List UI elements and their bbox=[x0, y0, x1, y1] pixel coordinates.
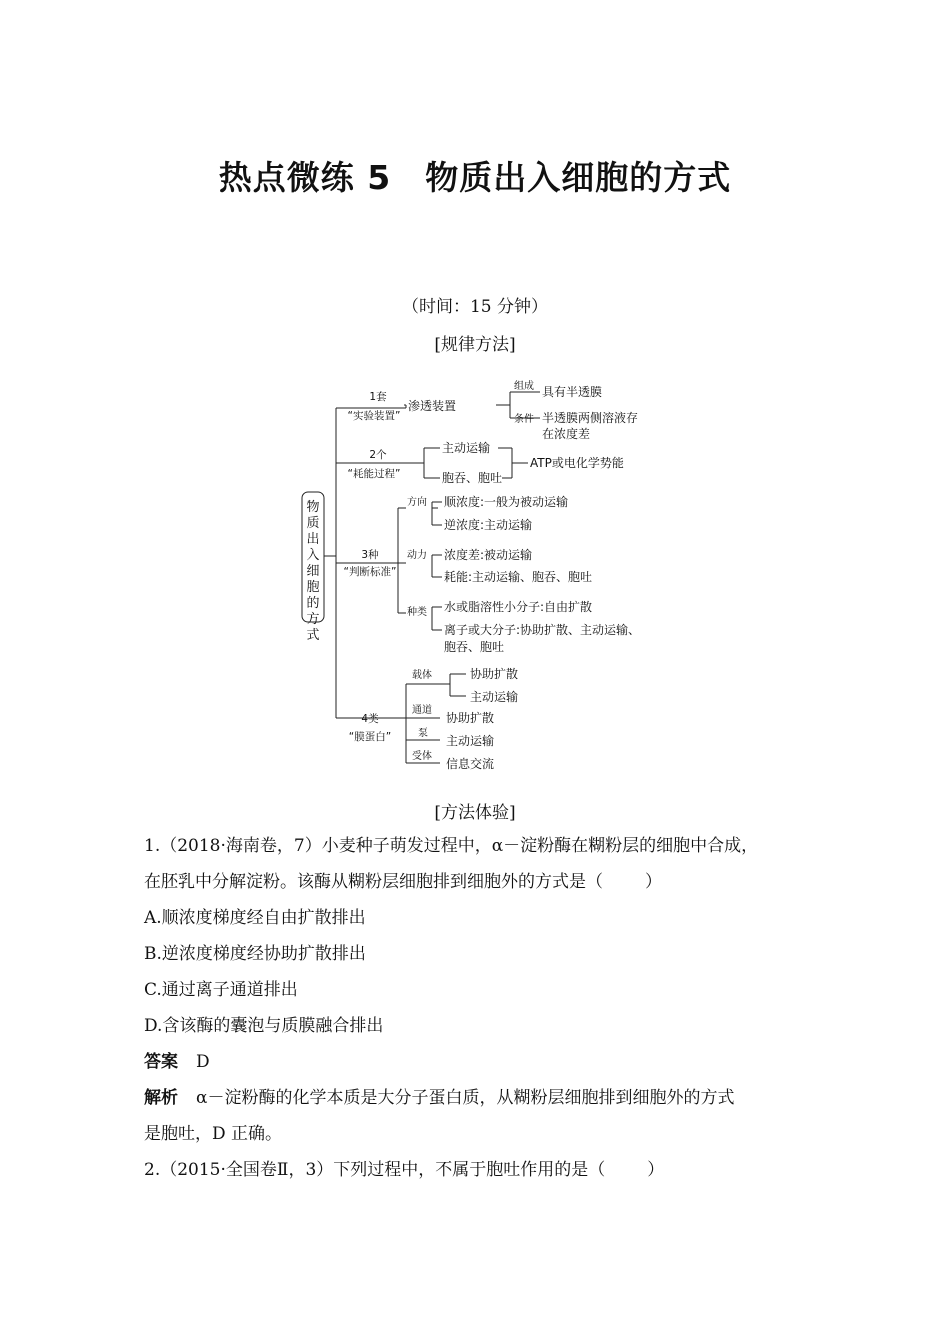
b4-leaf1a: 协助扩散 bbox=[470, 667, 519, 681]
page-title bbox=[0, 152, 950, 199]
b4-leaf4: 信息交流 bbox=[446, 757, 495, 771]
b3-tag1: 方向 bbox=[407, 497, 427, 508]
b1-leaf2b: 在浓度差 bbox=[542, 427, 591, 441]
b3-leaf3a: 水或脂溶性小分子:自由扩散 bbox=[444, 600, 593, 614]
b2-name: “耗能过程” bbox=[347, 468, 401, 480]
q1-stem-line1: 1.（2018·海南卷，7）小麦种子萌发过程中，α－淀粉酶在糊粉层的细胞中合成， bbox=[144, 836, 759, 856]
b1-leaf1: 具有半透膜 bbox=[542, 385, 603, 399]
b4-leaf3: 主动运输 bbox=[446, 734, 495, 748]
section-practice-heading: [方法体验] bbox=[434, 803, 516, 823]
b4-name: “膜蛋白” bbox=[348, 731, 392, 743]
b4-tag4: 受体 bbox=[412, 751, 432, 762]
root-char-7: 的 bbox=[306, 596, 320, 611]
b3-leaf3c: 胞吞、胞吐 bbox=[444, 640, 505, 654]
root-char-9: 式 bbox=[306, 628, 320, 643]
b1-tag1: 组成 bbox=[514, 381, 534, 392]
root-char-6: 胞 bbox=[306, 580, 320, 595]
q1-analysis-line1: 解析 α－淀粉酶的化学本质是大分子蛋白质，从糊粉层细胞排到细胞外的方式 bbox=[144, 1088, 735, 1108]
concept-map bbox=[290, 378, 670, 778]
b1-leaf2a: 半透膜两侧溶液存 bbox=[542, 411, 639, 425]
b3-leaf2b: 耗能:主动运输、胞吞、胞吐 bbox=[444, 570, 593, 584]
question-1 bbox=[144, 828, 834, 1188]
b2-leaf1: 主动运输 bbox=[442, 441, 491, 455]
b4-tag1: 载体 bbox=[412, 670, 432, 681]
b2-leaf2: 胞吞、胞吐 bbox=[442, 471, 503, 485]
section-rules-heading: [规律方法] bbox=[434, 335, 516, 355]
root-char-3: 出 bbox=[306, 532, 320, 547]
q1-analysis-line2: 是胞吐，D 正确。 bbox=[144, 1124, 283, 1144]
title-main: 物质出入细胞的方式 bbox=[425, 158, 732, 197]
b1-tag2: 条件 bbox=[514, 414, 534, 425]
b3-leaf1b: 逆浓度:主动运输 bbox=[444, 518, 533, 532]
b3-count: 3种 bbox=[361, 549, 379, 561]
q1-stem-line2: 在胚乳中分解淀粉。该酶从糊粉层细胞排到细胞外的方式是（ ） bbox=[144, 872, 662, 892]
time-note: （时间：15 分钟） bbox=[401, 297, 549, 317]
b3-leaf3b: 离子或大分子:协助扩散、主动运输、 bbox=[444, 623, 641, 637]
q1-option-a: A.顺浓度梯度经自由扩散排出 bbox=[144, 908, 366, 928]
b4-tag3: 泵 bbox=[418, 728, 428, 739]
b3-leaf1a: 顺浓度:一般为被动运输 bbox=[444, 495, 569, 509]
b3-name: “判断标准” bbox=[343, 566, 397, 578]
b4-count: 4类 bbox=[361, 713, 379, 725]
root-char-5: 细 bbox=[306, 564, 320, 579]
b2-merge: ATP或电化学势能 bbox=[530, 456, 624, 470]
b2-count: 2个 bbox=[369, 449, 387, 461]
b4-leaf2: 协助扩散 bbox=[446, 711, 495, 725]
title-prefix: 热点微练 5 bbox=[218, 158, 392, 197]
b1-count: 1套 bbox=[369, 391, 387, 403]
b1-name: “实验装置” bbox=[347, 410, 401, 422]
q1-option-d: D.含该酶的囊泡与质膜融合排出 bbox=[144, 1016, 384, 1036]
root-char-4: 入 bbox=[306, 548, 320, 563]
b4-leaf1b: 主动运输 bbox=[470, 690, 519, 704]
b4-tag2: 通道 bbox=[412, 705, 432, 716]
root-char-2: 质 bbox=[306, 516, 320, 531]
b1-node: 渗透装置 bbox=[408, 399, 457, 413]
q2-stem-line1: 2.（2015·全国卷Ⅱ，3）下列过程中，不属于胞吐作用的是（ ） bbox=[144, 1160, 665, 1180]
q1-option-b: B.逆浓度梯度经协助扩散排出 bbox=[144, 944, 366, 964]
b3-tag3: 种类 bbox=[407, 607, 427, 618]
q1-answer: 答案 D bbox=[144, 1052, 210, 1072]
q1-option-c: C.通过离子通道排出 bbox=[144, 980, 298, 1000]
b3-tag2: 动力 bbox=[407, 550, 427, 561]
root-char-8: 方 bbox=[306, 612, 320, 627]
b3-leaf2a: 浓度差:被动运输 bbox=[444, 548, 533, 562]
root-char-1: 物 bbox=[306, 500, 320, 515]
